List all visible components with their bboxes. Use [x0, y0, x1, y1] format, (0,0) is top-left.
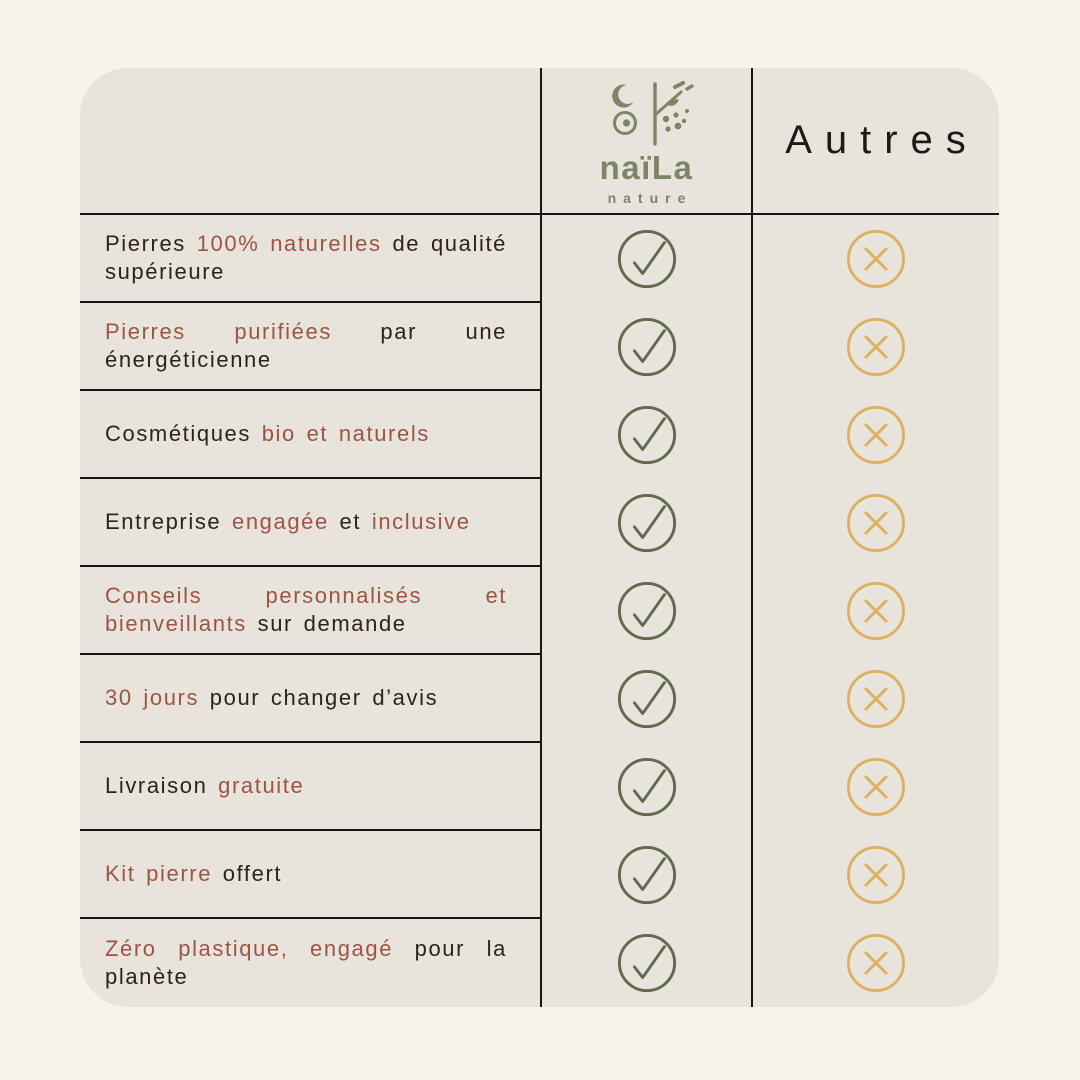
feature-text — [105, 684, 507, 712]
feature-text — [105, 582, 507, 638]
feature-text-plain: et — [328, 509, 372, 534]
competitor-label: Autres — [785, 118, 979, 162]
autres-value-cell — [752, 215, 999, 303]
feature-cell — [80, 831, 541, 919]
check-icon — [616, 668, 678, 730]
feature-text-accent: gratuite — [218, 773, 305, 798]
brand-subtitle: nature — [607, 190, 693, 206]
feature-text-accent: Pierres purifiées — [105, 319, 332, 344]
feature-text-plain: sur demande — [246, 611, 407, 636]
column-divider-1 — [540, 68, 542, 1007]
cross-icon — [845, 228, 907, 290]
feature-text-accent: Kit pierre — [105, 861, 213, 886]
feature-text-plain: pour la planète — [105, 936, 507, 989]
autres-value-cell — [752, 391, 999, 479]
naila-value-cell — [541, 215, 752, 303]
feature-text-plain: Livraison — [105, 773, 219, 798]
feature-text — [105, 230, 507, 286]
feature-text — [105, 772, 507, 800]
feature-text-accent: bio et naturels — [261, 421, 430, 446]
autres-value-cell — [752, 303, 999, 391]
naila-value-cell — [541, 567, 752, 655]
brand-header-cell — [541, 68, 752, 213]
naila-value-cell — [541, 303, 752, 391]
check-icon — [616, 932, 678, 994]
feature-text-accent: Zéro plastique, engagé — [105, 936, 394, 961]
feature-text-plain: offert — [212, 861, 283, 886]
autres-value-cell — [752, 479, 999, 567]
feature-text — [105, 420, 507, 448]
check-icon — [616, 844, 678, 906]
feature-text — [105, 318, 507, 374]
naila-value-cell — [541, 919, 752, 1007]
naila-value-cell — [541, 831, 752, 919]
naila-value-cell — [541, 655, 752, 743]
check-icon — [616, 580, 678, 642]
feature-text-plain: de qualité supérieure — [105, 231, 507, 284]
autres-value-cell — [752, 567, 999, 655]
column-divider-2 — [751, 68, 753, 1007]
feature-cell — [80, 303, 541, 391]
check-icon — [616, 228, 678, 290]
cross-icon — [845, 756, 907, 818]
cross-icon — [845, 316, 907, 378]
feature-text-plain: pour changer d’avis — [199, 685, 439, 710]
feature-text-accent: engagée — [231, 509, 329, 534]
autres-value-cell — [752, 743, 999, 831]
competitor-header-cell — [752, 68, 999, 213]
check-icon — [616, 756, 678, 818]
naila-value-cell — [541, 391, 752, 479]
feature-text — [105, 860, 507, 888]
cross-icon — [845, 580, 907, 642]
naila-value-cell — [541, 479, 752, 567]
cross-icon — [845, 932, 907, 994]
check-icon — [616, 404, 678, 466]
feature-cell — [80, 919, 541, 1007]
feature-text-accent: 30 jours — [105, 685, 200, 710]
check-icon — [616, 492, 678, 554]
feature-text-plain: Entreprise — [105, 509, 232, 534]
feature-text-accent: inclusive — [371, 509, 471, 534]
feature-cell — [80, 391, 541, 479]
feature-cell — [80, 567, 541, 655]
brand-name: naïLa — [599, 149, 694, 186]
feature-text-plain: par une énergéticienne — [105, 319, 508, 372]
feature-text-plain: Pierres — [105, 231, 197, 256]
autres-value-cell — [752, 655, 999, 743]
autres-value-cell — [752, 919, 999, 1007]
feature-cell — [80, 215, 541, 303]
feature-text — [105, 508, 507, 536]
feature-text — [105, 935, 507, 991]
cross-icon — [845, 404, 907, 466]
autres-value-cell — [752, 831, 999, 919]
feature-text-plain: Cosmétiques — [105, 421, 262, 446]
feature-cell — [80, 479, 541, 567]
cross-icon — [845, 492, 907, 554]
naila-nature-logo-icon — [599, 81, 695, 147]
naila-value-cell — [541, 743, 752, 831]
feature-cell — [80, 743, 541, 831]
check-icon — [616, 316, 678, 378]
comparison-card — [80, 68, 999, 1007]
feature-cell — [80, 655, 541, 743]
feature-text-accent: Conseils personnalisés et bienveillants — [105, 583, 507, 636]
cross-icon — [845, 844, 907, 906]
cross-icon — [845, 668, 907, 730]
feature-text-accent: 100% naturelles — [196, 231, 382, 256]
